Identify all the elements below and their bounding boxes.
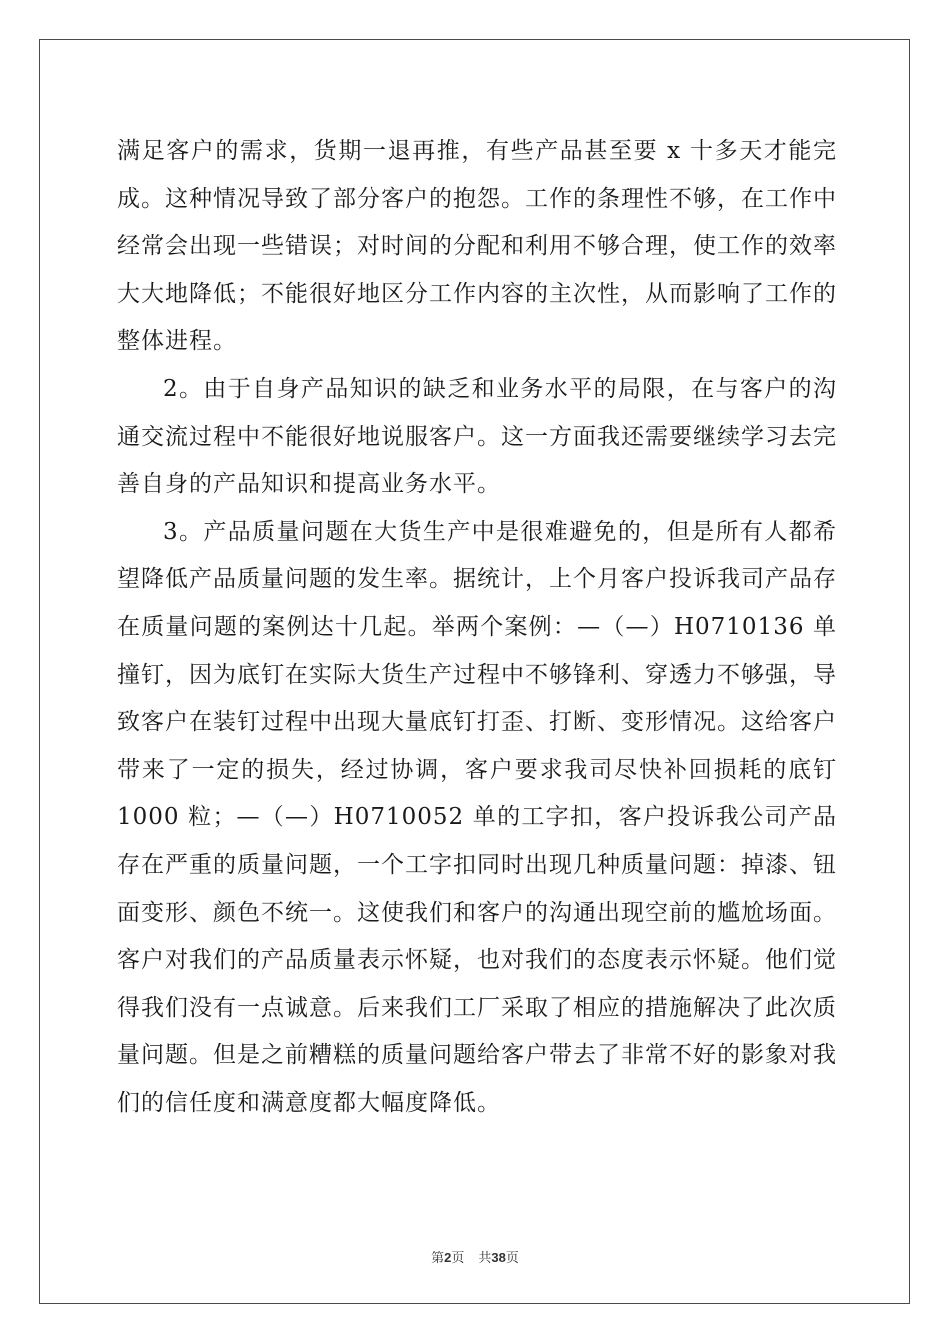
total-suffix: 页: [505, 1251, 519, 1266]
page-suffix: 页: [451, 1251, 465, 1266]
total-pages: 38: [491, 1250, 506, 1265]
page-footer: [0, 1247, 950, 1266]
paragraph-1: 满足客户的需求，货期一退再推，有些产品甚至要 x 十多天才能完成。这种情况导致了部分客户的抱怨。工作的条理性不够，在工作中经常会出现一些错误；对时间的分配和利用不够合理，使工作的效率大大地降低；不能很好地区分工作内容的主次性，从而影响了工作的整体进程。: [117, 138, 837, 355]
paragraph-3: 3。产品质量问题在大货生产中是很难避免的，但是所有人都希望降低产品质量问题的发生率。据统计，上个月客户投诉我司产品存在质量问题的案例达十几起。举两个案例：—（—）H0710136 单撞钉，因为底钉在实际大货生产过程中不够锋利、穿透力不够强，导致客户在装钉过程中出现大量底钉打歪、打断、变形情况。这给客户带来了一定的损失，经过协调，客户要求我司尽快补回损耗的底钉 1000 粒；—（—）H0710052 单的工字扣，客户投诉我公司产品存在严重的质量问题，一个工字扣同时出现几种质量问题：掉漆、钮面变形、颜色不统一。这使我们和客户的沟通出现空前的尴尬场面。客户对我们的产品质量表示怀疑，也对我们的态度表示怀疑。他们觉得我们没有一点诚意。后来我们工厂采取了相应的措施解决了此次质量问题。但是之前糟糕的质量问题给客户带去了非常不好的影象对我们的信任度和满意度都大幅度降低。: [117, 518, 837, 1116]
page-number: 2: [444, 1250, 452, 1265]
total-prefix: 共: [478, 1251, 492, 1266]
document-body: [117, 128, 837, 1127]
paragraph-2: 2。由于自身产品知识的缺乏和业务水平的局限，在与客户的沟通交流过程中不能很好地说服客户。这一方面我还需要继续学习去完善自身的产品知识和提高业务水平。: [117, 375, 837, 498]
page-prefix: 第: [431, 1251, 445, 1266]
